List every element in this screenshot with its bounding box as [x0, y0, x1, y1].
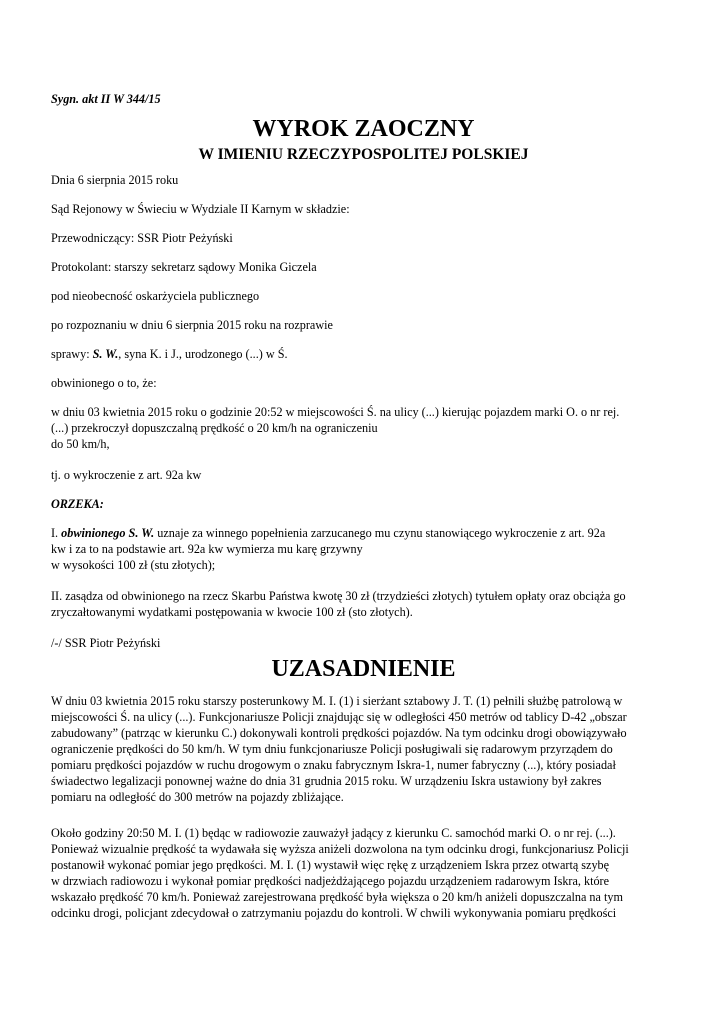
ruling-1-accused: obwinionego S. W.: [61, 526, 155, 540]
paragraph-line: odcinku drogi, policjant zdecydował o zatrzymaniu pojazdu do kontroli. W chwili wykonywania pomiaru prędkości: [51, 906, 617, 920]
hearing-line: po rozpoznaniu w dniu 6 sierpnia 2015 roku na rozprawie: [51, 318, 333, 332]
case-prefix: sprawy:: [51, 347, 93, 361]
ruling-2-line-1: II. zasądza od obwinionego na rzecz Skarbu Państwa kwotę 30 zł (trzydzieści złotych) tytułem opłaty oraz obciąża go: [51, 589, 626, 603]
prosecutor-absence: pod nieobecność oskarżyciela publicznego: [51, 289, 260, 303]
ruling-2: [51, 588, 676, 620]
paragraph-line: miejscowości Ś. na ulicy (...). Funkcjonariusze Policji znajdując się w odległości 450 metrów od tablicy D-42 „obszar: [51, 710, 627, 724]
charge-line-3: do 50 km/h,: [51, 437, 110, 451]
accused-name: S. W.: [92, 347, 119, 361]
ruling-2-line-2: zryczałtowanymi wydatkami postępowania w kwocie 100 zł (sto złotych).: [51, 605, 413, 619]
recorder: Protokolant: starszy sekretarz sądowy Monika Giczela: [51, 260, 317, 274]
judge-signature: /-/ SSR Piotr Pеżyński: [51, 636, 161, 650]
offense-line: tj. o wykroczenie z art. 92a kw: [51, 468, 202, 482]
charge-paragraph: [51, 404, 676, 452]
case-signature: Sygn. akt II W 344/15: [51, 92, 161, 106]
paragraph-line: W dniu 03 kwietnia 2015 roku starszy posterunkowy M. I. (1) i sierżant sztabowy J. T. (1) pełnili służbę patrolową w: [51, 694, 623, 708]
accused-of-line: obwinionego o to, że:: [51, 376, 157, 390]
paragraph-line: zabudowany” (patrząc w kierunku C.) dokonywali kontroli prędkości pojazdów. Na tym odcinku drogi obowiązywało: [51, 726, 627, 740]
court-line: Sąd Rejonowy w Świeciu w Wydziale II Karnym w składzie:: [51, 202, 350, 216]
rules-heading: ORZEKA:: [51, 497, 104, 511]
document-title: WYROK ZAOCZNY: [252, 116, 475, 142]
paragraph-line: Ponieważ wizualnie prędkość ta wydawała się wyższa aniżeli dozwolona na tym odcinku drogi, funkcjonariusz Policji: [51, 842, 629, 856]
case-suffix: , syna K. i J., urodzonego (...) w Ś.: [118, 347, 288, 361]
justification-paragraph-2: [51, 825, 676, 921]
ruling-1-line-3: w wysokości 100 zł (stu złotych);: [51, 558, 216, 572]
charge-line-2: (...) przekroczył dopuszczalną prędkość o 20 km/h na ograniczeniu: [51, 421, 378, 435]
date-line: Dnia 6 sierpnia 2015 roku: [51, 173, 179, 187]
paragraph-line: Około godziny 20:50 M. I. (1) będąc w radiowozie zauważył jadący z kierunku C. samochód marki O. o nr rej. (...).: [51, 826, 616, 840]
justification-title: UZASADNIENIE: [271, 656, 456, 682]
case-line: [51, 346, 676, 362]
ruling-1-line-1: [51, 525, 676, 541]
presiding-judge: Przewodniczący: SSR Piotr Pеżyński: [51, 231, 233, 245]
ruling-1: [51, 525, 676, 573]
ruling-1-numeral: I.: [51, 526, 62, 540]
paragraph-line: w drzwiach radiowozu i wykonał pomiar prędkości nadjeżdżającego pojazdu urządzeniem radarowym Iskra, które: [51, 874, 610, 888]
document-subtitle: W IMIENIU RZECZYPOSPOLITEJ POLSKIEJ: [198, 146, 529, 163]
justification-paragraph-1: [51, 693, 676, 805]
charge-line-1: w dniu 03 kwietnia 2015 roku o godzinie 20:52 w miejscowości Ś. na ulicy (...) kierując pojazdem marki O. o nr rej.: [51, 405, 620, 419]
ruling-1-line-2: kw i za to na podstawie art. 92a kw wymierza mu karę grzywny: [51, 542, 363, 556]
paragraph-line: ograniczenie prędkości do 50 km/h. W tym dniu funkcjonariusze Policji posługiwali się radarowym przyrządem do: [51, 742, 613, 756]
paragraph-line: wskazało prędkość 70 km/h. Ponieważ zarejestrowana prędkość była większa o 20 km/h aniżeli dopuszczalna na tym: [51, 890, 623, 904]
paragraph-line: świadectwo legalizacji ponownej ważne do dnia 31 grudnia 2015 roku. W urządzeniu Iskra ustawiony był zakres: [51, 774, 602, 788]
paragraph-line: postanowił wykonać pomiar jego prędkości. M. I. (1) wystawił więc rękę z urządzeniem Iskra przez otwartą szybę: [51, 858, 610, 872]
paragraph-line: pomiaru na odległość do 300 metrów na pojazdy zbliżające.: [51, 790, 344, 804]
ruling-1-text: uznaje za winnego popełnienia zarzucanego mu czynu stanowiącego wykroczenie z art. 92a: [154, 526, 606, 540]
paragraph-line: pomiaru prędkości pojazdów w ruchu drogowym o znaku fabrycznym Iskra-1, numer fabryczny (...), który posiadał: [51, 758, 616, 772]
